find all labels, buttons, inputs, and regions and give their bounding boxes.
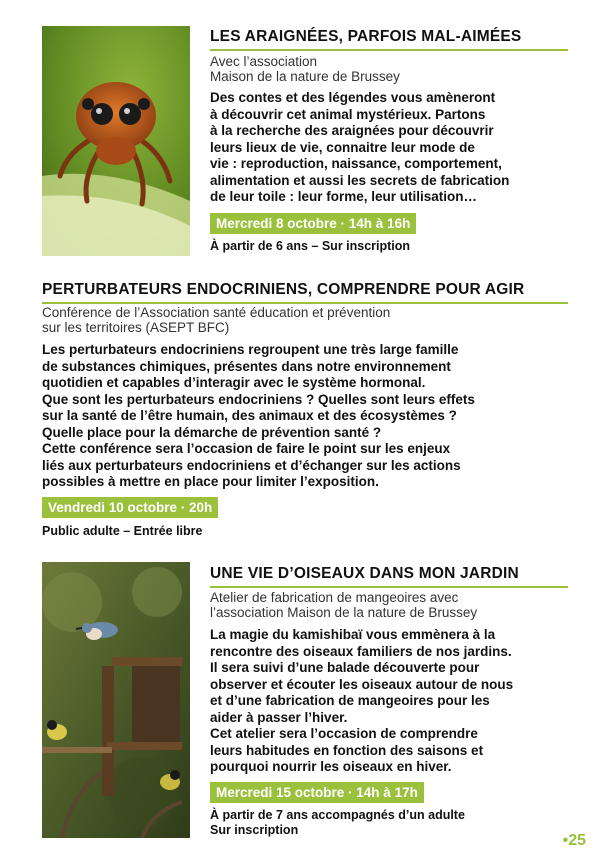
section2-body — [42, 342, 475, 491]
body-line: observer et écouter les oiseaux autour de nous — [210, 676, 514, 692]
section3-body — [210, 627, 513, 776]
section1-note — [210, 239, 410, 254]
note-line: Public adulte – Entrée libre — [42, 524, 203, 538]
body-line: Cet atelier sera l’occasion de comprendre — [210, 726, 478, 741]
subtitle-line: Maison de la nature de Brussey — [210, 69, 400, 84]
body-line: de leur toile : leur forme, leur utilisation… — [210, 189, 478, 204]
note-line: À partir de 7 ans accompagnés d’un adulte — [210, 808, 465, 822]
spider-photo — [42, 26, 190, 256]
body-line: sur la santé de l’être humain, des animaux et des écosystèmes ? — [42, 408, 457, 423]
body-line: à la recherche des araignées pour découvrir — [210, 123, 494, 138]
note-line: À partir de 6 ans – Sur inscription — [210, 239, 411, 253]
body-line: Les perturbateurs endocriniens regroupent une très large famille — [42, 342, 459, 357]
body-line: pourquoi nourrir les oiseaux en hiver. — [210, 759, 452, 774]
body-line: à découvrir cet animal mystérieux. Partons — [210, 106, 486, 122]
section3-date-badge: Mercredi 15 octobre · 14h à 17h — [210, 782, 424, 803]
section3-note — [210, 808, 465, 838]
body-line: de substances chimiques, présentes dans notre environnement — [42, 358, 451, 374]
body-line: vie : reproduction, naissance, comportement, — [210, 156, 502, 171]
body-line: Des contes et des légendes vous amèneront — [210, 90, 496, 105]
body-line: Il sera suivi d’une balade découverte pour — [210, 660, 480, 675]
section2-subtitle — [42, 305, 390, 335]
section2-date-badge: Vendredi 10 octobre · 20h — [42, 497, 218, 518]
page-number: •25 — [562, 832, 586, 849]
subtitle-line: sur les territoires (ASEPT BFC) — [42, 320, 230, 335]
body-line: leurs lieux de vie, connaitre leur mode de — [210, 139, 475, 155]
body-line: leurs habitudes en fonction des saisons et — [210, 742, 484, 758]
body-line: et d’une fabrication de mangeoires pour les — [210, 693, 490, 708]
subtitle-line: Avec l’association — [210, 54, 318, 69]
section1-title: LES ARAIGNÉES, PARFOIS MAL-AIMÉES — [210, 28, 568, 51]
subtitle-line: l’association Maison de la nature de Brussey — [210, 605, 478, 620]
subtitle-line: Conférence de l’Association santé éducation et prévention — [42, 305, 391, 320]
body-line: alimentation et aussi les secrets de fabrication — [210, 172, 510, 188]
section3-subtitle — [210, 590, 477, 620]
body-line: liés aux perturbateurs endocriniens et d’échanger sur les actions — [42, 457, 461, 473]
section2-title: PERTURBATEURS ENDOCRINIENS, COMPRENDRE POUR AGIR — [42, 281, 568, 304]
section1-subtitle — [210, 54, 400, 84]
section1-body — [210, 90, 509, 206]
bird-feeder-photo — [42, 562, 190, 838]
body-line: Que sont les perturbateurs endocriniens ? Quelles sont leurs effets — [42, 391, 475, 407]
body-line: Cette conférence sera l’occasion de faire le point sur les enjeux — [42, 441, 451, 456]
body-line: possibles à mettre en place pour limiter l’exposition. — [42, 474, 379, 489]
body-line: Quelle place pour la démarche de prévention santé ? — [42, 424, 382, 440]
subtitle-line: Atelier de fabrication de mangeoires avec — [210, 590, 459, 605]
body-line: quotidien et capables d’interagir avec le système hormonal. — [42, 375, 426, 390]
section3-title: UNE VIE D’OISEAUX DANS MON JARDIN — [210, 565, 568, 588]
section1-date-badge: Mercredi 8 octobre · 14h à 16h — [210, 213, 416, 234]
body-line: La magie du kamishibaï vous emmènera à la — [210, 627, 496, 642]
section2-note — [42, 524, 202, 539]
body-line: rencontre des oiseaux familiers de nos jardins. — [210, 643, 512, 659]
note-line: Sur inscription — [210, 823, 299, 837]
body-line: aider à passer l’hiver. — [210, 709, 348, 725]
